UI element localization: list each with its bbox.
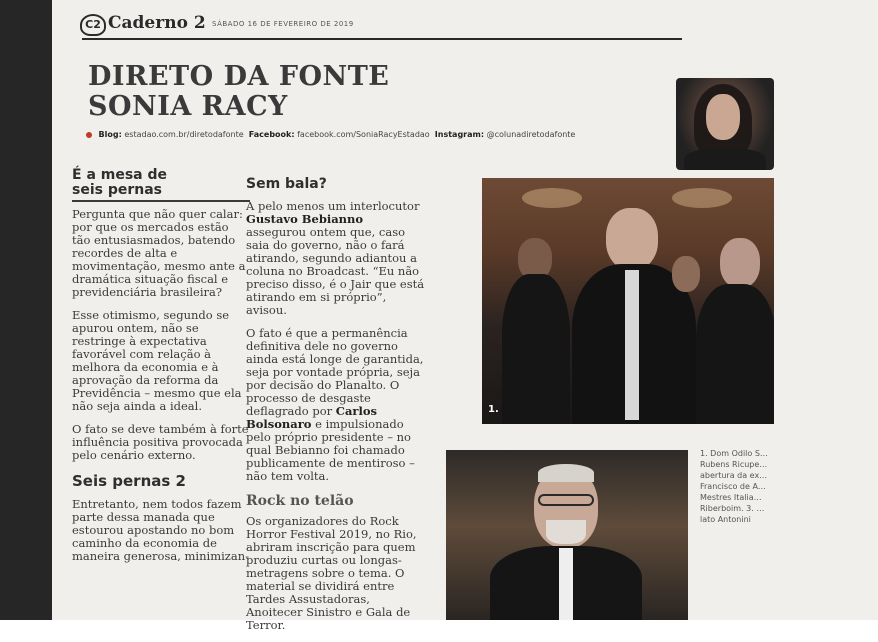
ceiling-light	[522, 188, 582, 208]
facebook-label: Facebook:	[248, 130, 295, 139]
photo-number: 1.	[488, 404, 499, 415]
text-run: O fato é que a permanência definitiva dele no governo ainda está longe de garantida, seja por vontade própria, seja por decisão do Planalto. O processo de desgaste deflagrado por	[246, 326, 424, 418]
section-title: Caderno 2	[108, 13, 206, 33]
person-beard	[546, 520, 586, 544]
paragraph: Esse otimismo, segundo se apurou ontem, não se restringe à expectativa favorável com relação à melhora da economia e à aprovação da reforma da Previdência – mesmo que ela não seja ainda a ideal.	[72, 308, 242, 413]
paragraph	[246, 327, 426, 483]
clerical-collar	[625, 270, 639, 420]
paragraph	[246, 200, 426, 317]
dateline: SÁBADO 16 DE FEVEREIRO DE 2019	[212, 20, 354, 28]
heading-rock-no-telao: Rock no telão	[246, 493, 354, 509]
instagram-label: Instagram:	[434, 130, 485, 139]
paragraph: Entretanto, nem todos fazem parte dessa manada que estourou apostando no bom caminho da economia de maneira generosa, minimizan-	[72, 497, 249, 563]
facebook-link[interactable]: facebook.com/SoniaRacyEstadao	[297, 130, 430, 139]
heading-seis-pernas-2: Seis pernas 2	[72, 472, 186, 490]
paragraph: Pergunta que não quer calar: por que os mercados estão tão entusiasmados, batendo recordes de alta e movimentação, mesmo ante a dramática situação fiscal e previdenciária brasileira?	[72, 207, 246, 299]
glasses-icon	[538, 494, 594, 506]
name-bold: Carlos Bolsonaro	[246, 404, 377, 431]
photo-event	[482, 178, 774, 424]
blog-label: Blog:	[98, 130, 122, 139]
header-rule	[82, 38, 682, 40]
photo-caption: 1. Dom Odilo S… Rubens Ricupe… abertura da ex… Francisco de A… Mestres Italia… Riberboim. 3. … lato Antonini	[700, 449, 768, 524]
paragraph: O fato se deve também à forte influência positiva provocada pelo cenário externo.	[72, 422, 249, 462]
text-run: A pelo menos um interlocutor	[246, 199, 420, 213]
person-head	[672, 256, 700, 292]
left-column	[72, 168, 250, 573]
ceiling-light	[672, 188, 732, 208]
person-head	[720, 238, 760, 288]
columnist-portrait	[676, 78, 774, 170]
name-bold: Gustavo Bebianno	[246, 212, 364, 226]
text-run: e impulsionado pelo próprio presidente – no qual Bebianno foi chamado publicamente de mentiroso – não tem volta.	[246, 417, 415, 483]
column-title-line2: SONIA RACY	[88, 91, 288, 122]
background-dark-edge	[0, 0, 52, 620]
c2-logo-icon: C2	[80, 14, 106, 36]
photo-portrait-man	[446, 450, 688, 620]
instagram-link[interactable]: @colunadiretodafonte	[486, 130, 576, 139]
heading-mesa: É a mesa de seis pernas	[72, 167, 168, 198]
text-run: assegurou ontem que, caso saia do governo, não o fará atirando, segundo adiantou a coluna no Broadcast. “Eu não preciso disso, é o Jair que está atirando em si próprio”, avisou.	[246, 225, 425, 317]
person-body	[502, 274, 570, 424]
paragraph: Os organizadores do Rock Horror Festival 2019, no Rio, abriram inscrição para quem produziu curtas ou longas-metragens sobre o tema. O material se dividirá entre Tardes Assustadoras, Anoitecer Sinistro e Gala de Terror.	[246, 514, 417, 632]
portrait-shoulders	[684, 148, 766, 170]
bullet-icon	[86, 132, 92, 138]
social-links	[86, 130, 575, 139]
middle-column	[246, 168, 426, 642]
person-hair	[538, 464, 594, 482]
shirt	[559, 548, 573, 620]
column-title-line1: DIRETO DA FONTE	[88, 61, 390, 92]
heading-sem-bala: Sem bala?	[246, 176, 327, 192]
column-title	[88, 62, 389, 122]
person-head-main	[606, 208, 658, 270]
portrait-face	[706, 94, 740, 140]
blog-link[interactable]: estadao.com.br/diretodafonte	[124, 130, 244, 139]
person-body	[696, 284, 774, 424]
heading-underline	[72, 200, 250, 202]
